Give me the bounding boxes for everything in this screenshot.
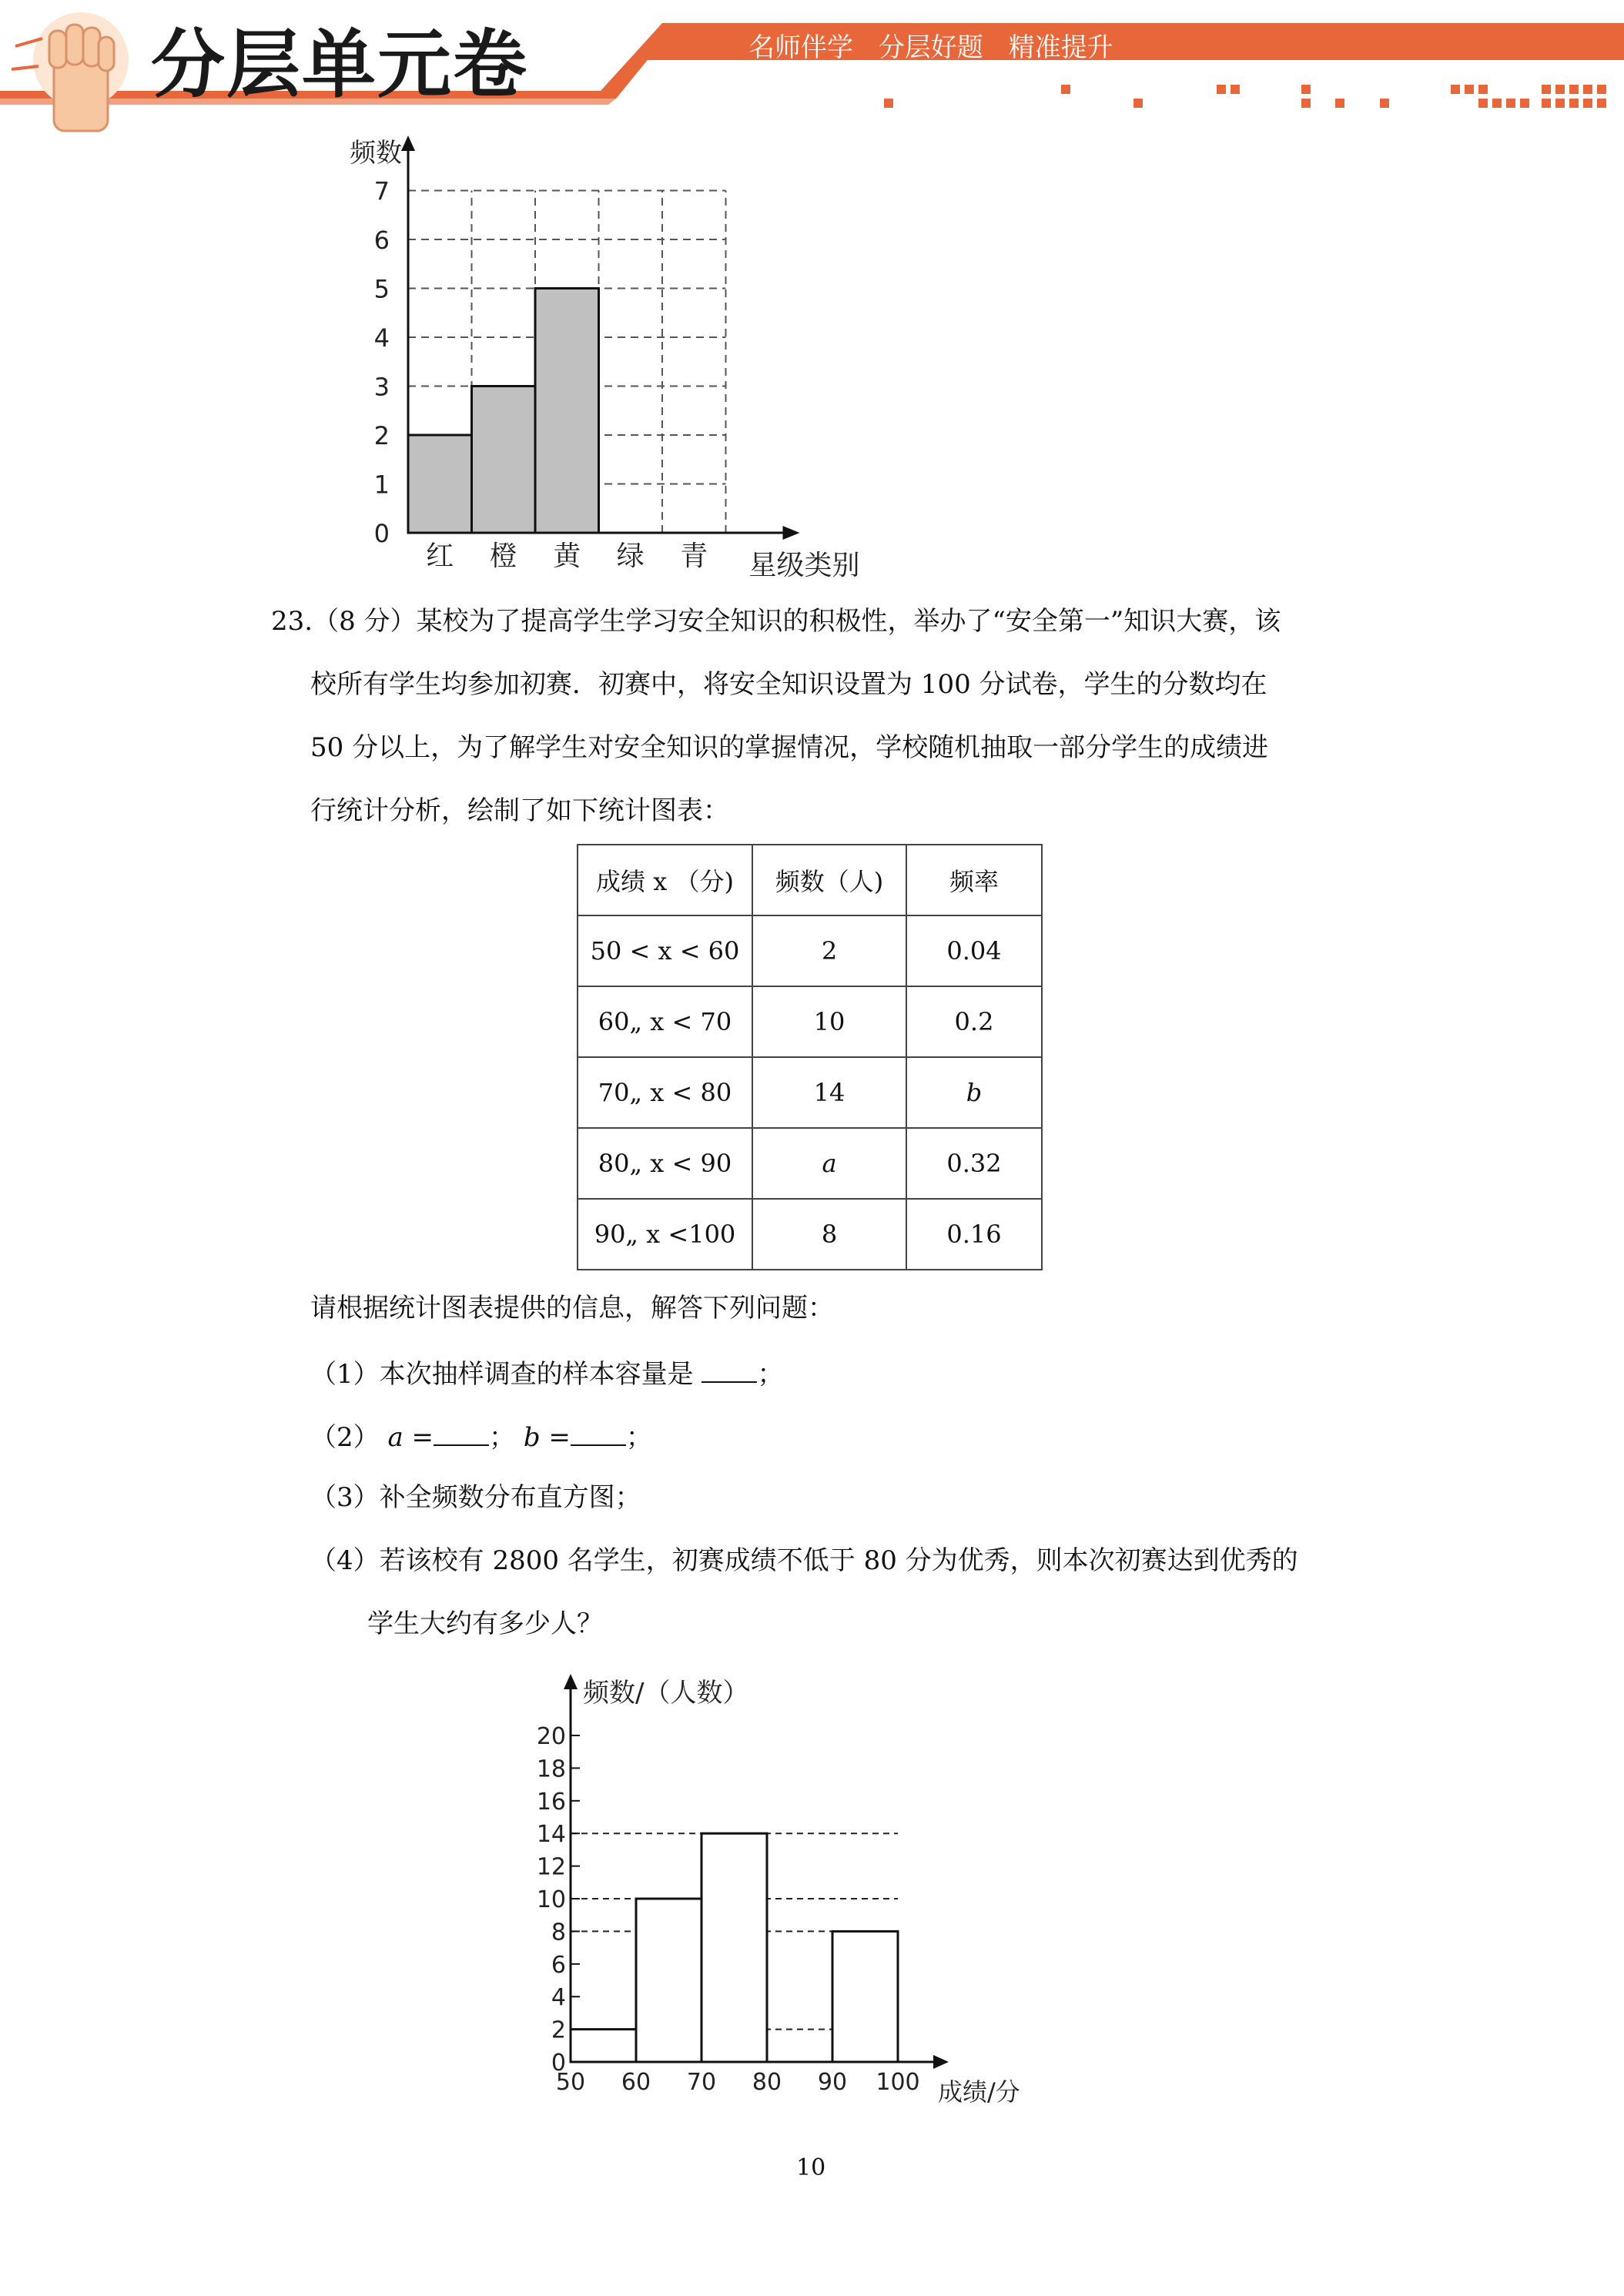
x-axis-arrow <box>783 526 800 540</box>
x-axis-label: 星级类别 <box>748 550 860 581</box>
x-tick-label: 70 <box>686 2069 717 2096</box>
prompt-q4-line-1: （4）若该校有 2800 名学生，初赛成绩不低于 80 分为优秀，则本次初赛达到优秀的 <box>310 1545 1298 1576</box>
y-axis-arrow <box>564 1674 578 1689</box>
table-cell: 10 <box>752 986 906 1057</box>
table-cell: 50 < x < 60 <box>578 915 752 986</box>
table-row <box>578 986 1042 1057</box>
table-cell: 14 <box>752 1057 906 1128</box>
x-tick-label: 60 <box>621 2069 651 2096</box>
y-tick-label: 8 <box>551 1919 566 1946</box>
y-tick-label: 10 <box>536 1886 566 1913</box>
histogram-bar <box>571 2030 636 2062</box>
star-category-histogram <box>262 131 893 585</box>
x-tick-label: 50 <box>555 2069 586 2096</box>
table-cell: 0.04 <box>906 915 1042 986</box>
table-cell: 0.16 <box>906 1199 1042 1270</box>
prompt-q1-end: ； <box>757 1359 784 1390</box>
question-line-1: 23.（8 分）某校为了提高学生学习安全知识的积极性，举办了“安全第一”知识大赛，该 <box>271 606 1281 637</box>
answer-blank <box>702 1358 757 1383</box>
table-cell: 0.32 <box>906 1128 1042 1199</box>
fist-logo-icon <box>12 12 129 131</box>
prompt-intro: 请根据统计图表提供的信息，解答下列问题： <box>310 1293 834 1324</box>
prompt-q4-line-2: 学生大约有多少人？ <box>367 1608 603 1639</box>
prompt-q2-a: a = <box>387 1422 434 1453</box>
table-row <box>578 915 1042 986</box>
table-cell: 2 <box>752 915 906 986</box>
y-axis-label: 频数 <box>350 138 402 169</box>
x-tick-label: 80 <box>752 2069 782 2096</box>
x-category-label: 黄 <box>553 541 581 572</box>
table-header-cell: 成绩 x （分) <box>578 845 752 915</box>
table-cell: 0.2 <box>906 986 1042 1057</box>
decorative-dots <box>884 85 1606 108</box>
x-tick-label: 90 <box>817 2069 848 2096</box>
y-tick-label: 20 <box>536 1723 566 1750</box>
bar <box>535 289 599 534</box>
y-axis-label: 频数/（人数） <box>583 1678 749 1709</box>
y-tick-label: 0 <box>373 519 390 548</box>
header-slogan: 名师伴学 分层好题 精准提升 <box>748 32 1113 63</box>
y-tick-label: 7 <box>373 176 390 206</box>
answer-blank <box>571 1421 626 1446</box>
table-row <box>578 1057 1042 1128</box>
table-cell: 8 <box>752 1199 906 1270</box>
prompt-q2-label: （2） <box>310 1422 380 1453</box>
x-axis-label: 成绩/分 <box>938 2077 1020 2107</box>
table-header-cell: 频率 <box>906 845 1042 915</box>
x-tick-label: 100 <box>876 2069 920 2096</box>
page-number: 10 <box>796 2154 826 2181</box>
bar <box>408 435 472 533</box>
question-line-2: 校所有学生均参加初赛．初赛中，将安全知识设置为 100 分试卷，学生的分数均在 <box>310 669 1267 700</box>
frequency-table <box>577 844 1043 1270</box>
x-category-label: 绿 <box>616 541 645 572</box>
y-tick-label: 18 <box>536 1755 566 1783</box>
prompt-q1-text: （1）本次抽样调查的样本容量是 <box>310 1359 694 1390</box>
prompt-q2-end: ； <box>625 1422 652 1453</box>
table-header-row <box>578 845 1042 915</box>
prompt-q2-sep: ； <box>489 1422 516 1453</box>
score-histogram <box>508 1671 1093 2110</box>
histogram-bar <box>832 1931 898 2062</box>
table-cell: 60„ x < 70 <box>578 986 752 1057</box>
y-tick-label: 4 <box>551 1984 566 2012</box>
y-tick-label: 3 <box>373 372 390 402</box>
histogram-bar <box>702 1833 767 2062</box>
question-line-4: 行统计分析，绘制了如下统计图表： <box>310 795 729 826</box>
table-cell: 70„ x < 80 <box>578 1057 752 1128</box>
question-line-3: 50 分以上，为了解学生对安全知识的掌握情况，学校随机抽取一部分学生的成绩进 <box>310 732 1269 763</box>
prompt-q2-b: b = <box>523 1422 571 1453</box>
x-category-label: 青 <box>680 541 708 572</box>
x-axis-arrow <box>933 2055 949 2069</box>
prompt-q2 <box>310 1421 652 1451</box>
answer-blank <box>434 1421 489 1446</box>
prompt-q3: （3）补全频数分布直方图； <box>310 1482 641 1513</box>
y-tick-label: 2 <box>373 421 390 450</box>
y-axis-arrow <box>401 136 415 151</box>
table-row <box>578 1128 1042 1199</box>
prompt-q1 <box>310 1358 784 1390</box>
table-header-cell: 频数（人) <box>752 845 906 915</box>
y-tick-label: 6 <box>373 226 390 255</box>
y-tick-label: 12 <box>536 1853 566 1881</box>
table-cell: 90„ x <100 <box>578 1199 752 1270</box>
y-tick-label: 6 <box>551 1951 566 1979</box>
y-tick-label: 5 <box>373 274 390 304</box>
y-tick-label: 4 <box>373 323 390 353</box>
table-cell: 80„ x < 90 <box>578 1128 752 1199</box>
table-row <box>578 1199 1042 1270</box>
table-cell: b <box>906 1057 1042 1128</box>
table-cell: a <box>752 1128 906 1199</box>
x-category-label: 橙 <box>489 541 517 572</box>
y-tick-label: 16 <box>536 1788 566 1816</box>
bar <box>472 387 536 534</box>
y-tick-label: 14 <box>536 1821 566 1849</box>
header-title: 分层单元卷 <box>151 22 528 108</box>
y-tick-label: 1 <box>373 470 390 500</box>
histogram-bar <box>636 1899 702 2062</box>
y-tick-label: 2 <box>551 2017 566 2044</box>
y-tick-label: 0 <box>551 2050 566 2077</box>
x-category-label: 红 <box>426 541 454 572</box>
